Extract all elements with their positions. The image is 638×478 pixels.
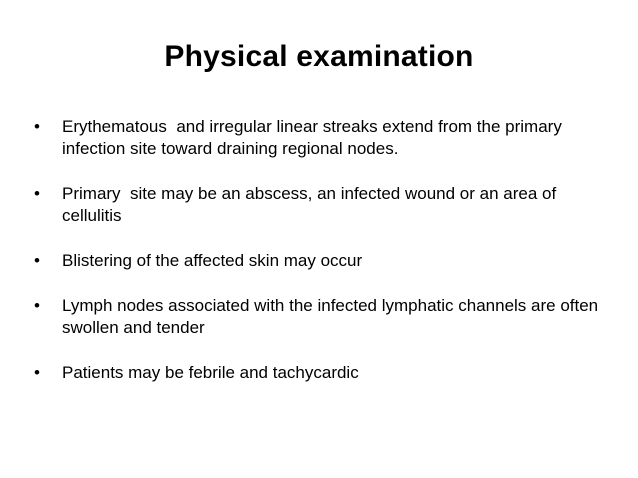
bullet-dot-icon: • [34, 117, 40, 136]
bullet-text: Lymph nodes associated with the infected lymphatic channels are often swollen and tender [62, 296, 599, 337]
bullet-item [34, 116, 614, 160]
bullet-text: Primary site may be an abscess, an infected wound or an area of cellulitis [62, 184, 561, 225]
bullet-item [34, 295, 614, 339]
bullet-text: Erythematous and irregular linear streaks extend from the primary infection site toward draining regional nodes. [62, 117, 567, 158]
bullet-text: Blistering of the affected skin may occur [62, 251, 363, 270]
bullet-dot-icon: • [34, 296, 40, 315]
bullet-item [34, 250, 614, 272]
bullet-item [34, 183, 614, 227]
bullet-dot-icon: • [34, 363, 40, 382]
bullet-item [34, 362, 614, 384]
bullet-list [34, 116, 614, 407]
bullet-dot-icon: • [34, 184, 40, 203]
slide-title: Physical examination [164, 40, 474, 73]
bullet-dot-icon: • [34, 251, 40, 270]
bullet-text: Patients may be febrile and tachycardic [62, 363, 359, 382]
